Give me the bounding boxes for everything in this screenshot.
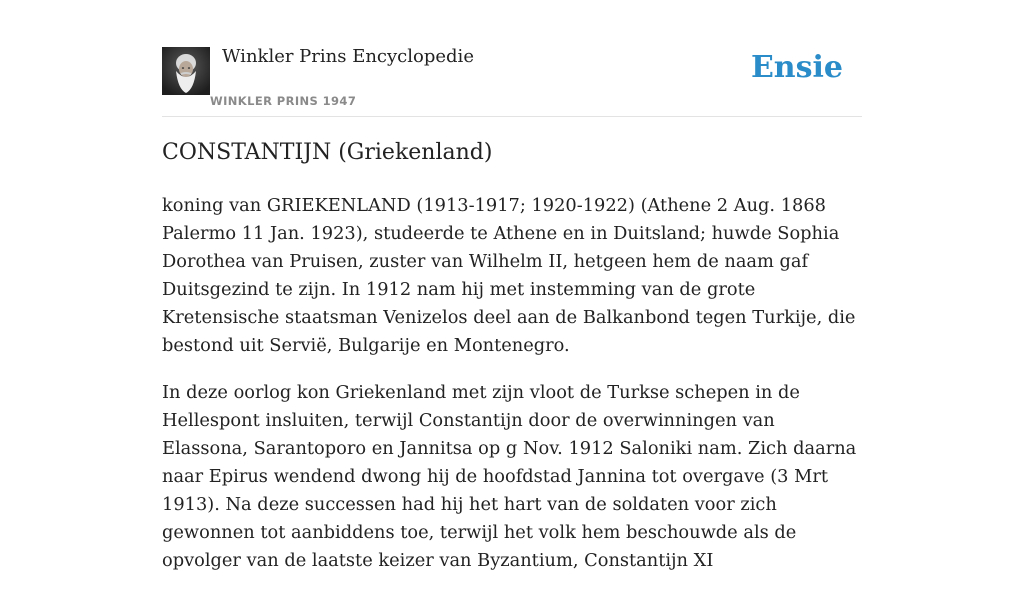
- site-header: [162, 44, 862, 117]
- article-paragraph: koning van GRIEKENLAND (1913-1917; 1920-1922) (Athene 2 Aug. 1868 Palermo 11 Jan. 1923), studeerde te Athene en in Duitsland; huwde Sophia Dorothea van Pruisen, zuster van Wilhelm II, hetgeen hem de naam gaf Duitsgezind te zijn. In 1912 nam hij met instemming van de grote Kretensische staatsman Venizelos deel aan de Balkanbond tegen Turkije, die bestond uit Servië, Bulgarije en Montenegro.: [162, 195, 856, 356]
- avatar[interactable]: [162, 47, 210, 95]
- bearded-man-portrait-icon: [162, 47, 210, 95]
- source-label: WINKLER PRINS 1947: [210, 94, 357, 108]
- article-paragraph: In deze oorlog kon Griekenland met zijn vloot de Turkse schepen in de Hellespont insluiten, terwijl Constantijn door de overwinningen van Elassona, Sarantoporo en Jannitsa op g Nov. 1912 Saloniki nam. Zich daarna naar Epirus wendend dwong hij de hoofdstad Jannina tot overgave (3 Mrt 1913). Na deze successen had hij het hart van de soldaten voor zich gewonnen tot aanbiddens toe, terwijl het volk hem beschouwde als de opvolger van de laatste keizer van Byzantium, Constantijn XI: [162, 382, 857, 571]
- ensie-logo-link[interactable]: Ensie: [750, 50, 843, 85]
- article-body: [162, 192, 862, 594]
- site-title-link[interactable]: Winkler Prins Encyclopedie: [222, 46, 474, 67]
- article-title: CONSTANTIJN (Griekenland): [162, 140, 493, 165]
